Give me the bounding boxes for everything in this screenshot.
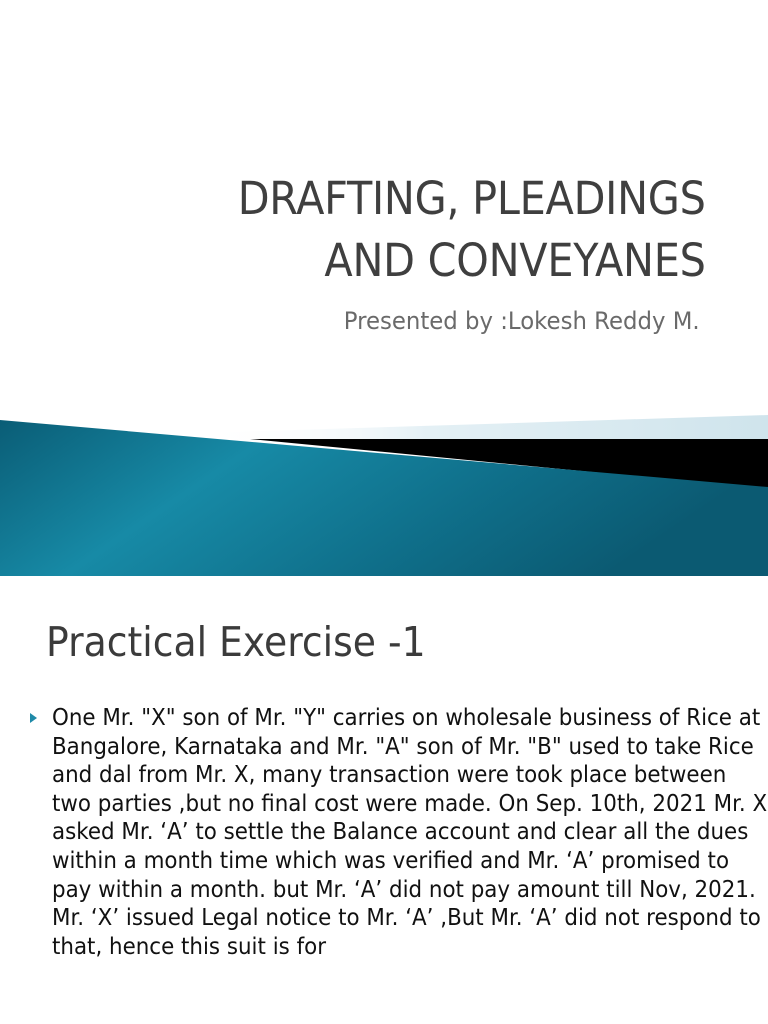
presenter-subtitle: Presented by :Lokesh Reddy M.	[344, 307, 700, 335]
decorative-band	[0, 405, 768, 576]
presentation-title	[238, 168, 706, 292]
title-line-1: DRAFTING, PLEADINGS	[238, 172, 706, 225]
bullet-list	[30, 704, 768, 961]
bullet-text: One Mr. "X" son of Mr. "Y" carries on wholesale business of Rice at Bangalore, Karnataka and Mr. "A" son of Mr. "B" used to take Rice and dal from Mr. X, many transaction were took place between two parties ,but no final cost were made. On Sep. 10th, 2021 Mr. X asked Mr. ‘A’ to settle the Balance account and clear all the dues within a month time which was verified and Mr. ‘A’ promised to pay within a month. but Mr. ‘A’ did not pay amount till Nov, 2021. Mr. ‘X’ issued Legal notice to Mr. ‘A’ ,But Mr. ‘A’ did not respond to that, hence this suit is for	[52, 705, 768, 960]
exercise-slide	[0, 576, 768, 1024]
title-line-2: AND CONVEYANES	[324, 234, 706, 287]
bullet-arrow-icon	[30, 713, 37, 723]
list-item	[30, 704, 768, 961]
light-band-strip	[200, 415, 768, 441]
slide-heading: Practical Exercise -1	[46, 618, 426, 666]
